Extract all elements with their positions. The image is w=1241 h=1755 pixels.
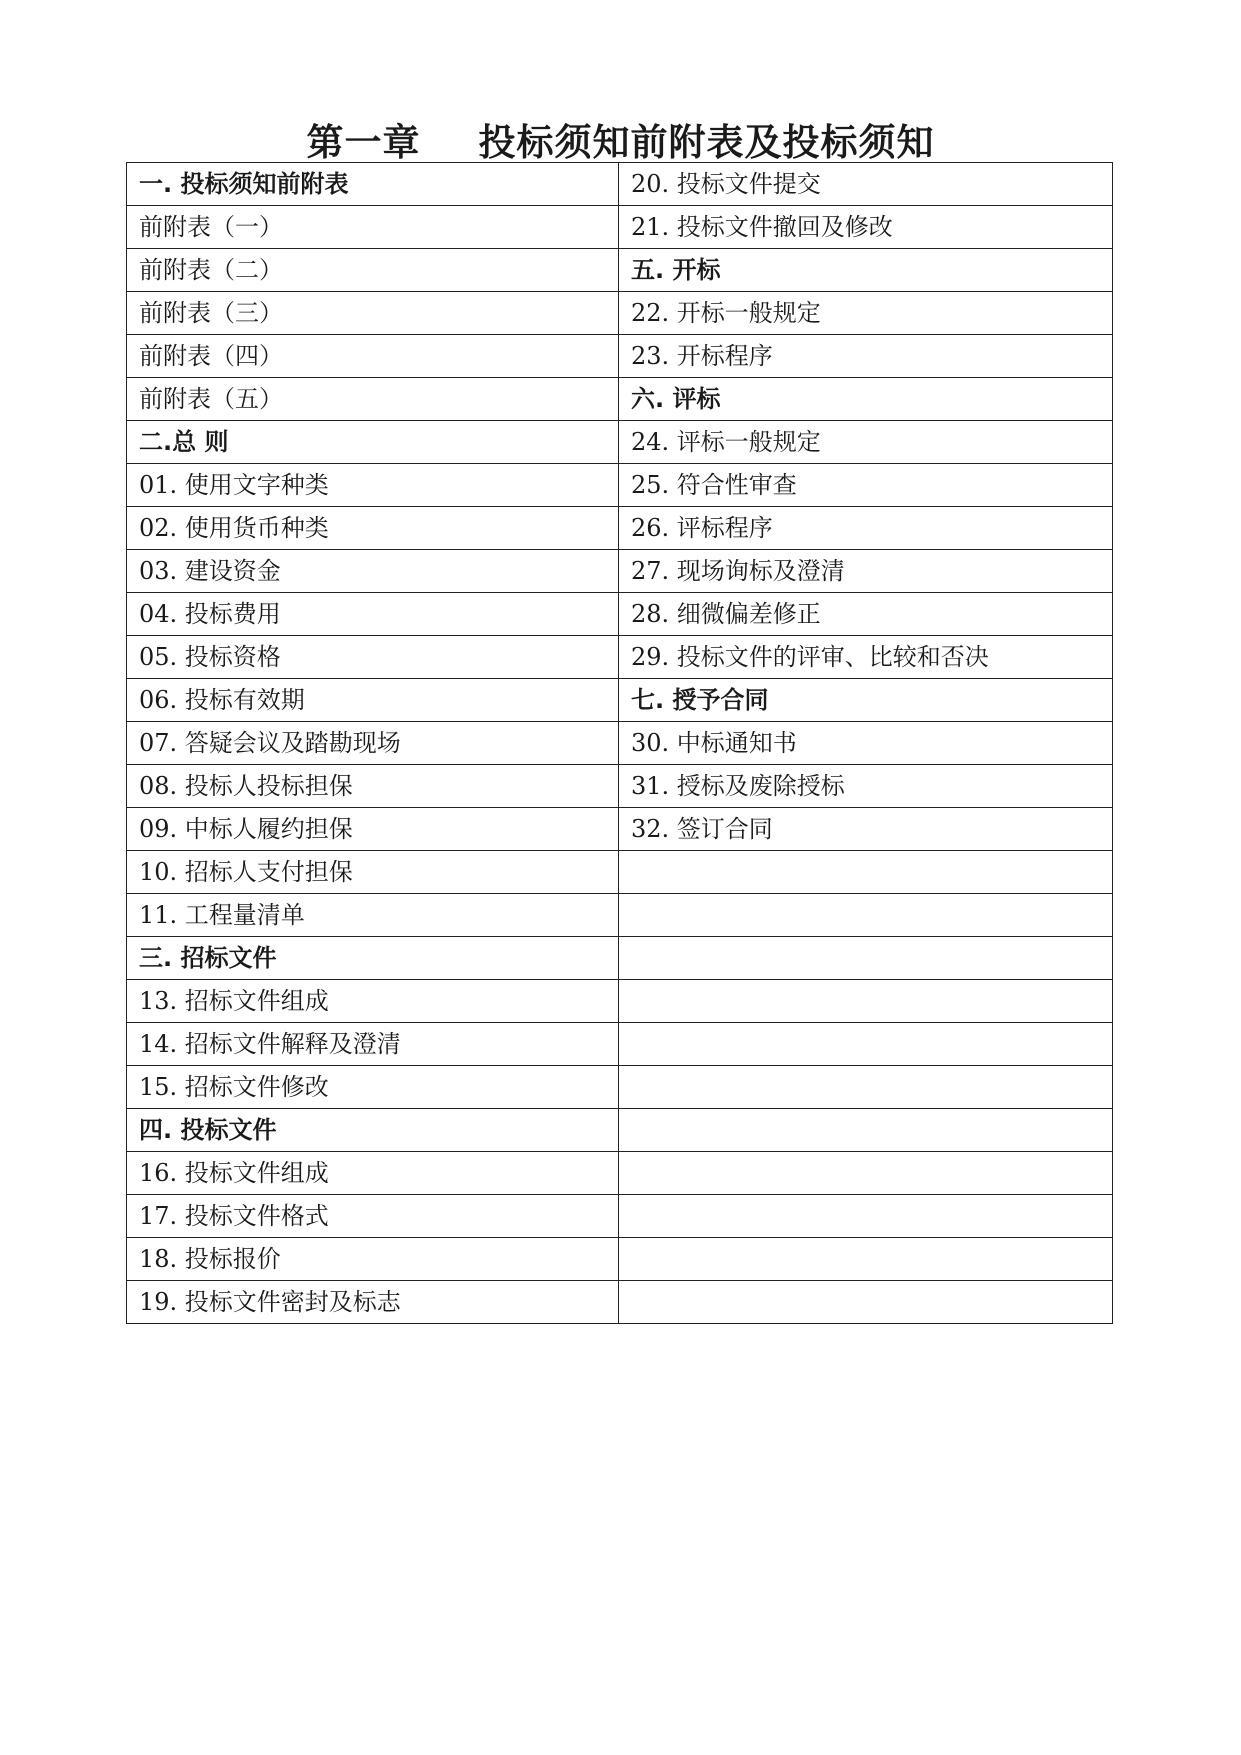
table-row	[127, 980, 1113, 1023]
table-row	[127, 292, 1113, 335]
contents-entry-cell: 前附表（五）	[127, 378, 619, 421]
contents-entry-cell: 05. 投标资格	[127, 636, 619, 679]
contents-entry-cell: 16. 投标文件组成	[127, 1152, 619, 1195]
contents-entry-cell: 19. 投标文件密封及标志	[127, 1281, 619, 1324]
table-row	[127, 679, 1113, 722]
table-row	[127, 421, 1113, 464]
contents-entry-cell	[619, 1109, 1113, 1152]
section-heading-cell: 四. 投标文件	[127, 1109, 619, 1152]
chapter-title: 投标须知前附表及投标须知	[478, 121, 935, 164]
table-row	[127, 249, 1113, 292]
contents-entry-cell: 20. 投标文件提交	[619, 163, 1113, 206]
contents-entry-cell	[619, 894, 1113, 937]
contents-entry-cell	[619, 980, 1113, 1023]
section-heading-cell: 三. 招标文件	[127, 937, 619, 980]
table-row	[127, 1238, 1113, 1281]
contents-entry-cell: 01. 使用文字种类	[127, 464, 619, 507]
table-row	[127, 722, 1113, 765]
contents-entry-cell: 30. 中标通知书	[619, 722, 1113, 765]
page-title	[0, 112, 1241, 166]
table-row	[127, 464, 1113, 507]
contents-entry-cell: 前附表（二）	[127, 249, 619, 292]
contents-entry-cell: 31. 授标及废除授标	[619, 765, 1113, 808]
contents-entry-cell: 28. 细微偏差修正	[619, 593, 1113, 636]
table-row	[127, 206, 1113, 249]
contents-entry-cell: 04. 投标费用	[127, 593, 619, 636]
contents-entry-cell: 前附表（三）	[127, 292, 619, 335]
table-row	[127, 550, 1113, 593]
table-row	[127, 851, 1113, 894]
contents-entry-cell: 02. 使用货币种类	[127, 507, 619, 550]
contents-entry-cell: 15. 招标文件修改	[127, 1066, 619, 1109]
section-heading-cell: 二.总 则	[127, 421, 619, 464]
table-row	[127, 808, 1113, 851]
contents-entry-cell: 29. 投标文件的评审、比较和否决	[619, 636, 1113, 679]
section-heading-cell: 七. 授予合同	[619, 679, 1113, 722]
contents-entry-cell: 13. 招标文件组成	[127, 980, 619, 1023]
contents-entry-cell: 08. 投标人投标担保	[127, 765, 619, 808]
contents-entry-cell: 22. 开标一般规定	[619, 292, 1113, 335]
table-row	[127, 335, 1113, 378]
table-row	[127, 593, 1113, 636]
contents-entry-cell: 06. 投标有效期	[127, 679, 619, 722]
contents-entry-cell: 09. 中标人履约担保	[127, 808, 619, 851]
table-row	[127, 636, 1113, 679]
table-row	[127, 163, 1113, 206]
table-row	[127, 378, 1113, 421]
section-heading-cell: 一. 投标须知前附表	[127, 163, 619, 206]
contents-entry-cell	[619, 1152, 1113, 1195]
table-row	[127, 1066, 1113, 1109]
contents-entry-cell: 23. 开标程序	[619, 335, 1113, 378]
table-row	[127, 765, 1113, 808]
contents-entry-cell	[619, 1023, 1113, 1066]
contents-entry-cell	[619, 1238, 1113, 1281]
section-heading-cell: 五. 开标	[619, 249, 1113, 292]
contents-table	[126, 162, 1113, 1324]
table-row	[127, 507, 1113, 550]
contents-entry-cell: 03. 建设资金	[127, 550, 619, 593]
chapter-label: 第一章	[306, 121, 421, 164]
table-row	[127, 1152, 1113, 1195]
contents-entry-cell: 18. 投标报价	[127, 1238, 619, 1281]
contents-entry-cell: 27. 现场询标及澄清	[619, 550, 1113, 593]
contents-entry-cell: 07. 答疑会议及踏勘现场	[127, 722, 619, 765]
contents-entry-cell: 17. 投标文件格式	[127, 1195, 619, 1238]
contents-table-body	[127, 163, 1113, 1324]
table-row	[127, 1195, 1113, 1238]
contents-entry-cell	[619, 1066, 1113, 1109]
contents-entry-cell: 前附表（四）	[127, 335, 619, 378]
contents-entry-cell	[619, 1195, 1113, 1238]
table-row	[127, 937, 1113, 980]
contents-entry-cell: 26. 评标程序	[619, 507, 1113, 550]
contents-entry-cell: 21. 投标文件撤回及修改	[619, 206, 1113, 249]
section-heading-cell: 六. 评标	[619, 378, 1113, 421]
contents-entry-cell: 11. 工程量清单	[127, 894, 619, 937]
contents-entry-cell: 前附表（一）	[127, 206, 619, 249]
table-row	[127, 894, 1113, 937]
contents-entry-cell: 25. 符合性审查	[619, 464, 1113, 507]
contents-entry-cell	[619, 1281, 1113, 1324]
table-row	[127, 1281, 1113, 1324]
contents-entry-cell	[619, 937, 1113, 980]
contents-entry-cell: 24. 评标一般规定	[619, 421, 1113, 464]
contents-entry-cell	[619, 851, 1113, 894]
contents-entry-cell: 14. 招标文件解释及澄清	[127, 1023, 619, 1066]
table-row	[127, 1109, 1113, 1152]
contents-entry-cell: 32. 签订合同	[619, 808, 1113, 851]
contents-entry-cell: 10. 招标人支付担保	[127, 851, 619, 894]
table-row	[127, 1023, 1113, 1066]
